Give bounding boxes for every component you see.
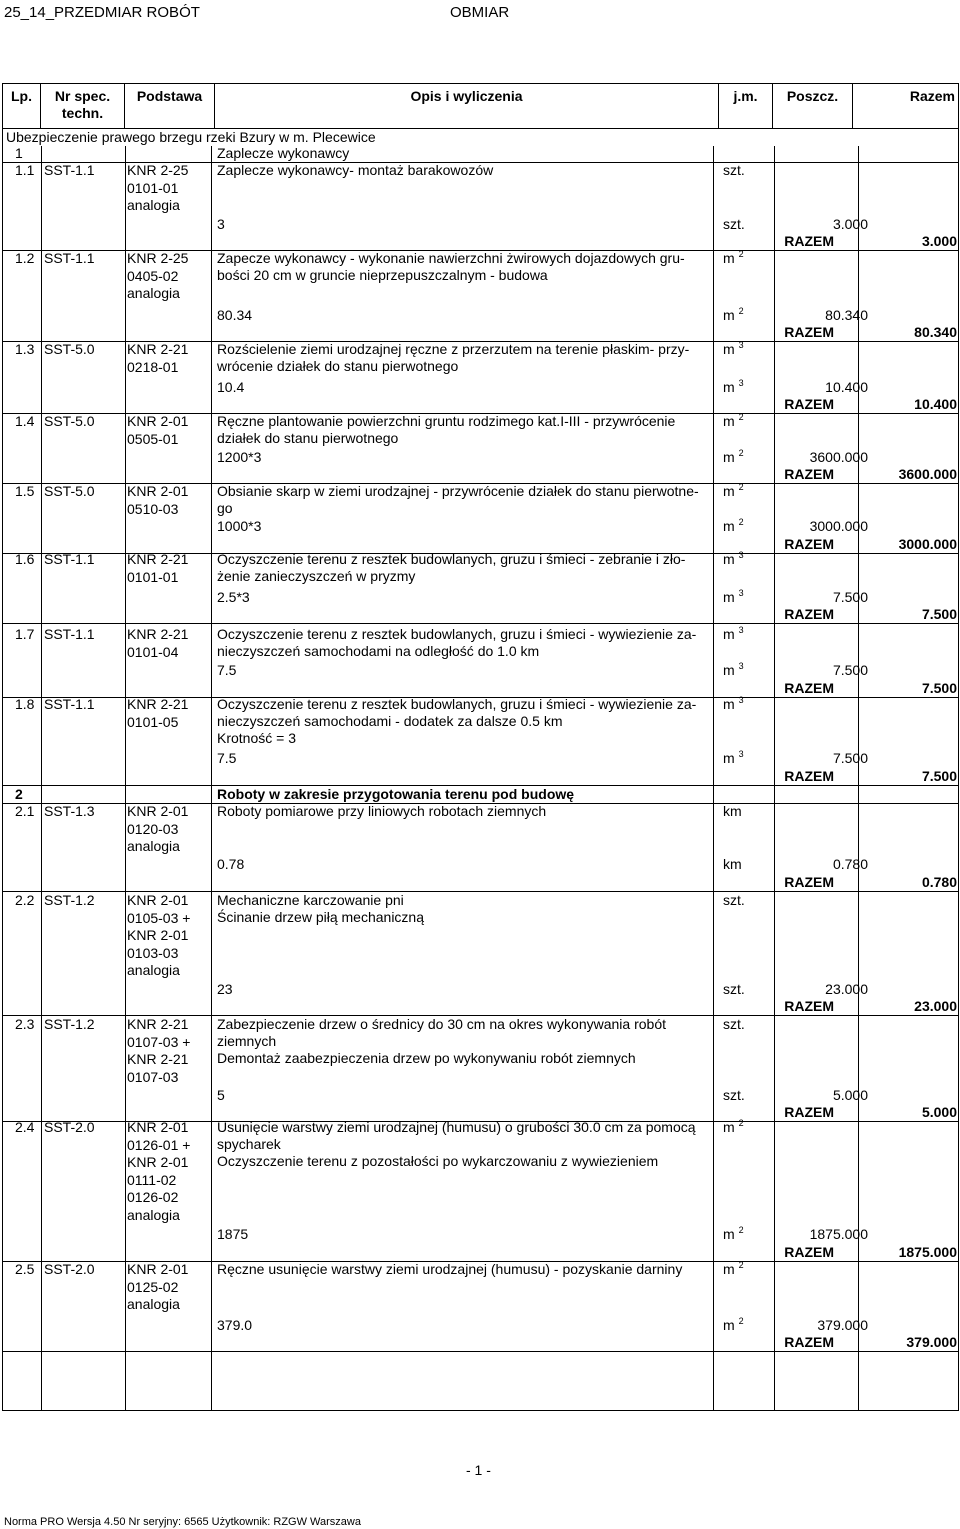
col-jm: j.m. [719,84,773,129]
item-description-line: Ręczne usunięcie warstwy ziemi urodzajnej (humusu) - pozyskanie darniny [217,1261,683,1277]
razem-label: RAZEM [784,874,834,890]
item-poszcz: 7.500 [832,662,868,678]
item-calculation: 1000*3 [217,518,262,534]
item-lp: 1.5 [15,483,35,499]
item-calc-unit: m $^3$ [723,661,744,678]
item-calculation: 10.4 [217,379,245,395]
item-calculation: 1875 [217,1226,249,1242]
item-lp: 2.1 [15,803,35,819]
column-divider [774,146,775,1410]
razem-value: 23.000 [914,998,957,1014]
razem-value: 80.340 [914,324,957,340]
item-description-line: Zabezpieczenie drzew o średnicy do 30 cm na okres wykonywania robót [217,1016,667,1032]
item-poszcz: 5.000 [832,1087,868,1103]
item-calc-unit: m $^2$ [723,448,744,465]
item-description-line: Rozścielenie ziemi urodzajnej ręczne z przerzutem na terenie płaskim- przy- [217,341,690,357]
item-basis-line: 0105-03 + [127,909,191,926]
item-unit: m $^3$ [723,625,744,642]
item-calc-unit: szt. [723,981,745,997]
item-calculation: 3 [217,216,225,232]
razem-label: RAZEM [784,324,834,340]
item-calculation: 0.78 [217,856,245,872]
item-calc-unit: m $^2$ [723,1316,744,1333]
item-basis-line: analogia [127,285,180,301]
item-basis-line: KNR 2-21 [127,696,189,712]
item-spec: SST-1.1 [44,162,95,178]
item-poszcz: 3.000 [832,216,868,232]
item-description-line: nieczyszczeń samochodami - dodatek za dalsze 0.5 km [217,713,563,729]
document-header-section: OBMIAR [450,4,510,21]
item-basis-line: KNR 2-21 [127,626,189,642]
item-description-line: działek do stanu pierwotnego [217,430,399,446]
razem-label: RAZEM [784,606,834,622]
item-unit: m $^2$ [723,249,744,266]
item-spec: SST-5.0 [44,413,95,429]
row-divider [3,623,958,624]
page-number: - 1 - [466,1462,491,1478]
item-basis-line: 0103-03 [127,944,179,961]
razem-label: RAZEM [784,1104,834,1120]
item-basis-line: KNR 2-01 [127,803,189,819]
item-description-line: Ścinanie drzew piłą mechaniczną [217,909,424,925]
item-calc-unit: szt. [723,1087,745,1103]
item-basis-line: KNR 2-25 [127,162,189,178]
col-podstawa: Podstawa [125,84,215,129]
item-basis-line: KNR 2-21 [127,341,189,357]
section-number: 2 [15,786,23,802]
item-description-line: Oczyszczenie terenu z resztek budowlanych, gruzu i śmieci - wywiezienie za- [217,696,697,712]
item-spec: SST-1.2 [44,1016,95,1032]
item-poszcz: 23.000 [825,981,868,997]
item-calculation: 80.34 [217,307,253,323]
item-basis-line: 0510-03 [127,500,179,517]
item-basis-line: 0101-04 [127,643,179,660]
item-description-line: Mechaniczne karczowanie pni [217,892,404,908]
item-basis-line: KNR 2-25 [127,250,189,266]
razem-label: RAZEM [784,466,834,482]
item-basis-line: 0218-01 [127,358,179,375]
item-calc-unit: km [723,856,742,872]
item-unit: m $^3$ [723,550,744,567]
item-basis-line: KNR 2-21 [127,551,189,567]
razem-value: 7.500 [921,606,957,622]
item-unit: m $^2$ [723,482,744,499]
item-calculation: 23 [217,981,233,997]
item-lp: 1.3 [15,341,35,357]
item-spec: SST-2.0 [44,1261,95,1277]
item-calc-unit: m $^3$ [723,749,744,766]
item-basis-line: KNR 2-01 [127,413,189,429]
item-poszcz: 3600.000 [809,449,868,465]
razem-value: 5.000 [921,1104,957,1120]
item-lp: 1.2 [15,250,35,266]
item-lp: 1.8 [15,696,35,712]
item-basis-line: KNR 2-01 [127,483,189,499]
estimate-table [2,83,959,1411]
item-unit: szt. [723,892,745,908]
razem-label: RAZEM [784,396,834,412]
item-basis-line: analogia [127,1206,180,1223]
item-poszcz: 7.500 [832,750,868,766]
item-calculation: 1200*3 [217,449,262,465]
razem-value: 7.500 [921,768,957,784]
item-unit: m $^3$ [723,695,744,712]
column-divider [713,146,714,1410]
razem-value: 0.780 [921,874,957,890]
razem-value: 3.000 [921,233,957,249]
item-calculation: 7.5 [217,750,237,766]
razem-label: RAZEM [784,1334,834,1350]
item-description-line: Obsianie skarp w ziemi urodzajnej - przywrócenie działek do stanu pierwotne- [217,483,699,499]
item-basis-line: 0126-02 [127,1189,179,1205]
item-unit: m $^2$ [723,412,744,429]
item-description-line: Krotność = 3 [217,730,296,746]
razem-value: 10.400 [914,396,957,412]
item-basis-line: KNR 2-01 [127,927,189,943]
row-divider [3,1351,958,1352]
item-description-line: wrócenie działek do stanu pierwotnego [217,358,459,374]
item-calc-unit: m $^2$ [723,517,744,534]
column-divider [125,146,126,1410]
project-title: Ubezpieczenie prawego brzegu rzeki Bzury w m. Plecewice [3,129,959,147]
item-unit: m $^2$ [723,1118,744,1135]
item-basis-line: 0107-03 + [127,1033,191,1050]
item-description-line: spycharek [217,1136,281,1152]
item-basis-line: analogia [127,962,180,978]
item-description-line: Zapecze wykonawcy - wykonanie nawierzchni żwirowych dojazdowych gru- [217,250,685,266]
razem-label: RAZEM [784,1244,834,1260]
razem-label: RAZEM [784,768,834,784]
razem-value: 379.000 [906,1334,957,1350]
item-basis-line: 0101-01 [127,179,179,196]
item-basis-line: KNR 2-01 [127,1261,189,1277]
item-basis-line: KNR 2-01 [127,1119,189,1135]
item-description-line: nieczyszczeń samochodami na odległość do 1.0 km [217,643,540,659]
item-poszcz: 0.780 [832,856,868,872]
item-calculation: 2.5*3 [217,589,250,605]
item-basis-line: analogia [127,197,180,213]
column-divider [41,146,42,1410]
item-spec: SST-1.2 [44,892,95,908]
item-basis-line: KNR 2-01 [127,892,189,908]
item-basis-line: 0107-03 [127,1068,179,1085]
item-basis-line: 0505-01 [127,430,179,447]
item-basis-line: 0111-02 [127,1171,177,1188]
col-opis: Opis i wyliczenia [215,84,719,129]
item-calc-unit: m $^3$ [723,378,744,395]
item-lp: 2.4 [15,1119,35,1135]
item-basis-line: analogia [127,1296,180,1312]
item-basis-line: 0101-05 [127,713,179,730]
table-body [3,146,959,1411]
razem-value: 3600.000 [898,466,957,482]
item-calc-unit: szt. [723,216,745,232]
item-basis-line: KNR 2-01 [127,1154,189,1170]
item-description-line: Usunięcie warstwy ziemi urodzajnej (humusu) o grubości 30.0 cm za pomocą [217,1119,696,1135]
item-lp: 1.7 [15,626,35,642]
razem-label: RAZEM [784,680,834,696]
item-spec: SST-1.1 [44,626,95,642]
item-poszcz: 3000.000 [809,518,868,534]
item-spec: SST-1.1 [44,250,95,266]
item-description-line: go [217,500,233,516]
item-basis-line: 0125-02 [127,1278,179,1295]
item-spec: SST-5.0 [44,341,95,357]
row-divider [3,785,958,786]
column-divider [211,146,212,1410]
item-description-line: bości 20 cm w gruncie nieprzepuszczalnym - budowa [217,267,548,283]
item-lp: 1.6 [15,551,35,567]
item-poszcz: 1875.000 [809,1226,868,1242]
razem-value: 7.500 [921,680,957,696]
column-divider [858,146,859,1410]
razem-label: RAZEM [784,536,834,552]
col-nr-spec: Nr spec. techn. [41,84,125,129]
razem-label: RAZEM [784,233,834,249]
table-header-row [3,84,959,129]
item-calculation: 7.5 [217,662,237,678]
item-basis-line: KNR 2-21 [127,1016,189,1032]
item-basis-line: 0120-03 [127,820,179,837]
item-calc-unit: m $^3$ [723,588,744,605]
razem-label: RAZEM [784,998,834,1014]
item-basis-line: KNR 2-21 [127,1051,189,1067]
item-description-line: Oczyszczenie terenu z resztek budowlanych, gruzu i śmieci - zebranie i zło- [217,551,686,567]
item-spec: SST-5.0 [44,483,95,499]
col-razem: Razem [853,84,959,129]
item-calc-unit: m $^2$ [723,1225,744,1242]
item-poszcz: 7.500 [832,589,868,605]
item-description-line: Oczyszczenie terenu z resztek budowlanych, gruzu i śmieci - wywiezienie za- [217,626,697,642]
item-description-line: Oczyszczenie terenu z pozostałości po wykarczowaniu z wywiezieniem [217,1153,659,1169]
document-header-title: 25_14_PRZEDMIAR ROBÓT [4,4,200,21]
item-unit: m $^2$ [723,1260,744,1277]
item-spec: SST-2.0 [44,1119,95,1135]
item-lp: 2.2 [15,892,35,908]
item-spec: SST-1.1 [44,551,95,567]
col-lp: Lp. [3,84,41,129]
item-description-line: Roboty pomiarowe przy liniowych robotach ziemnych [217,803,547,819]
item-unit: km [723,803,742,819]
razem-value: 3000.000 [898,536,957,552]
section-title: Roboty w zakresie przygotowania terenu pod budowę [217,786,575,802]
item-description-line: ziemnych [217,1033,277,1049]
item-basis-line: 0101-01 [127,568,179,585]
item-basis-line: 0405-02 [127,267,179,284]
razem-value: 1875.000 [898,1244,957,1260]
item-description-line: żenie zanieczyszczeń w pryzmy [217,568,416,584]
item-calculation: 379.0 [217,1317,253,1333]
item-lp: 1.4 [15,413,35,429]
item-spec: SST-1.1 [44,696,95,712]
item-description-line: Demontaż zaabezpieczenia drzew po wykonywaniu robót ziemnych [217,1050,636,1066]
footer-info: Norma PRO Wersja 4.50 Nr seryjny: 6565 Użytkownik: RZGW Warszawa [4,1516,361,1528]
col-poszcz: Poszcz. [773,84,853,129]
item-unit: szt. [723,1016,745,1032]
item-calc-unit: m $^2$ [723,306,744,323]
item-basis-line: 0126-01 + [127,1136,191,1153]
item-poszcz: 10.400 [825,379,868,395]
item-lp: 1.1 [15,162,35,178]
item-poszcz: 379.000 [817,1317,868,1333]
item-lp: 2.5 [15,1261,35,1277]
item-unit: m $^3$ [723,340,744,357]
item-basis-line: analogia [127,838,180,854]
item-unit: szt. [723,162,745,178]
section-title: Zaplecze wykonawcy [217,145,350,161]
item-lp: 2.3 [15,1016,35,1032]
item-description-line: Zaplecze wykonawcy- montaż barakowozów [217,162,494,178]
item-spec: SST-1.3 [44,803,95,819]
section-number: 1 [15,145,23,161]
item-poszcz: 80.340 [825,307,868,323]
item-description-line: Ręczne plantowanie powierzchni gruntu rodzimego kat.I-III - przywrócenie [217,413,676,429]
item-calculation: 5 [217,1087,225,1103]
